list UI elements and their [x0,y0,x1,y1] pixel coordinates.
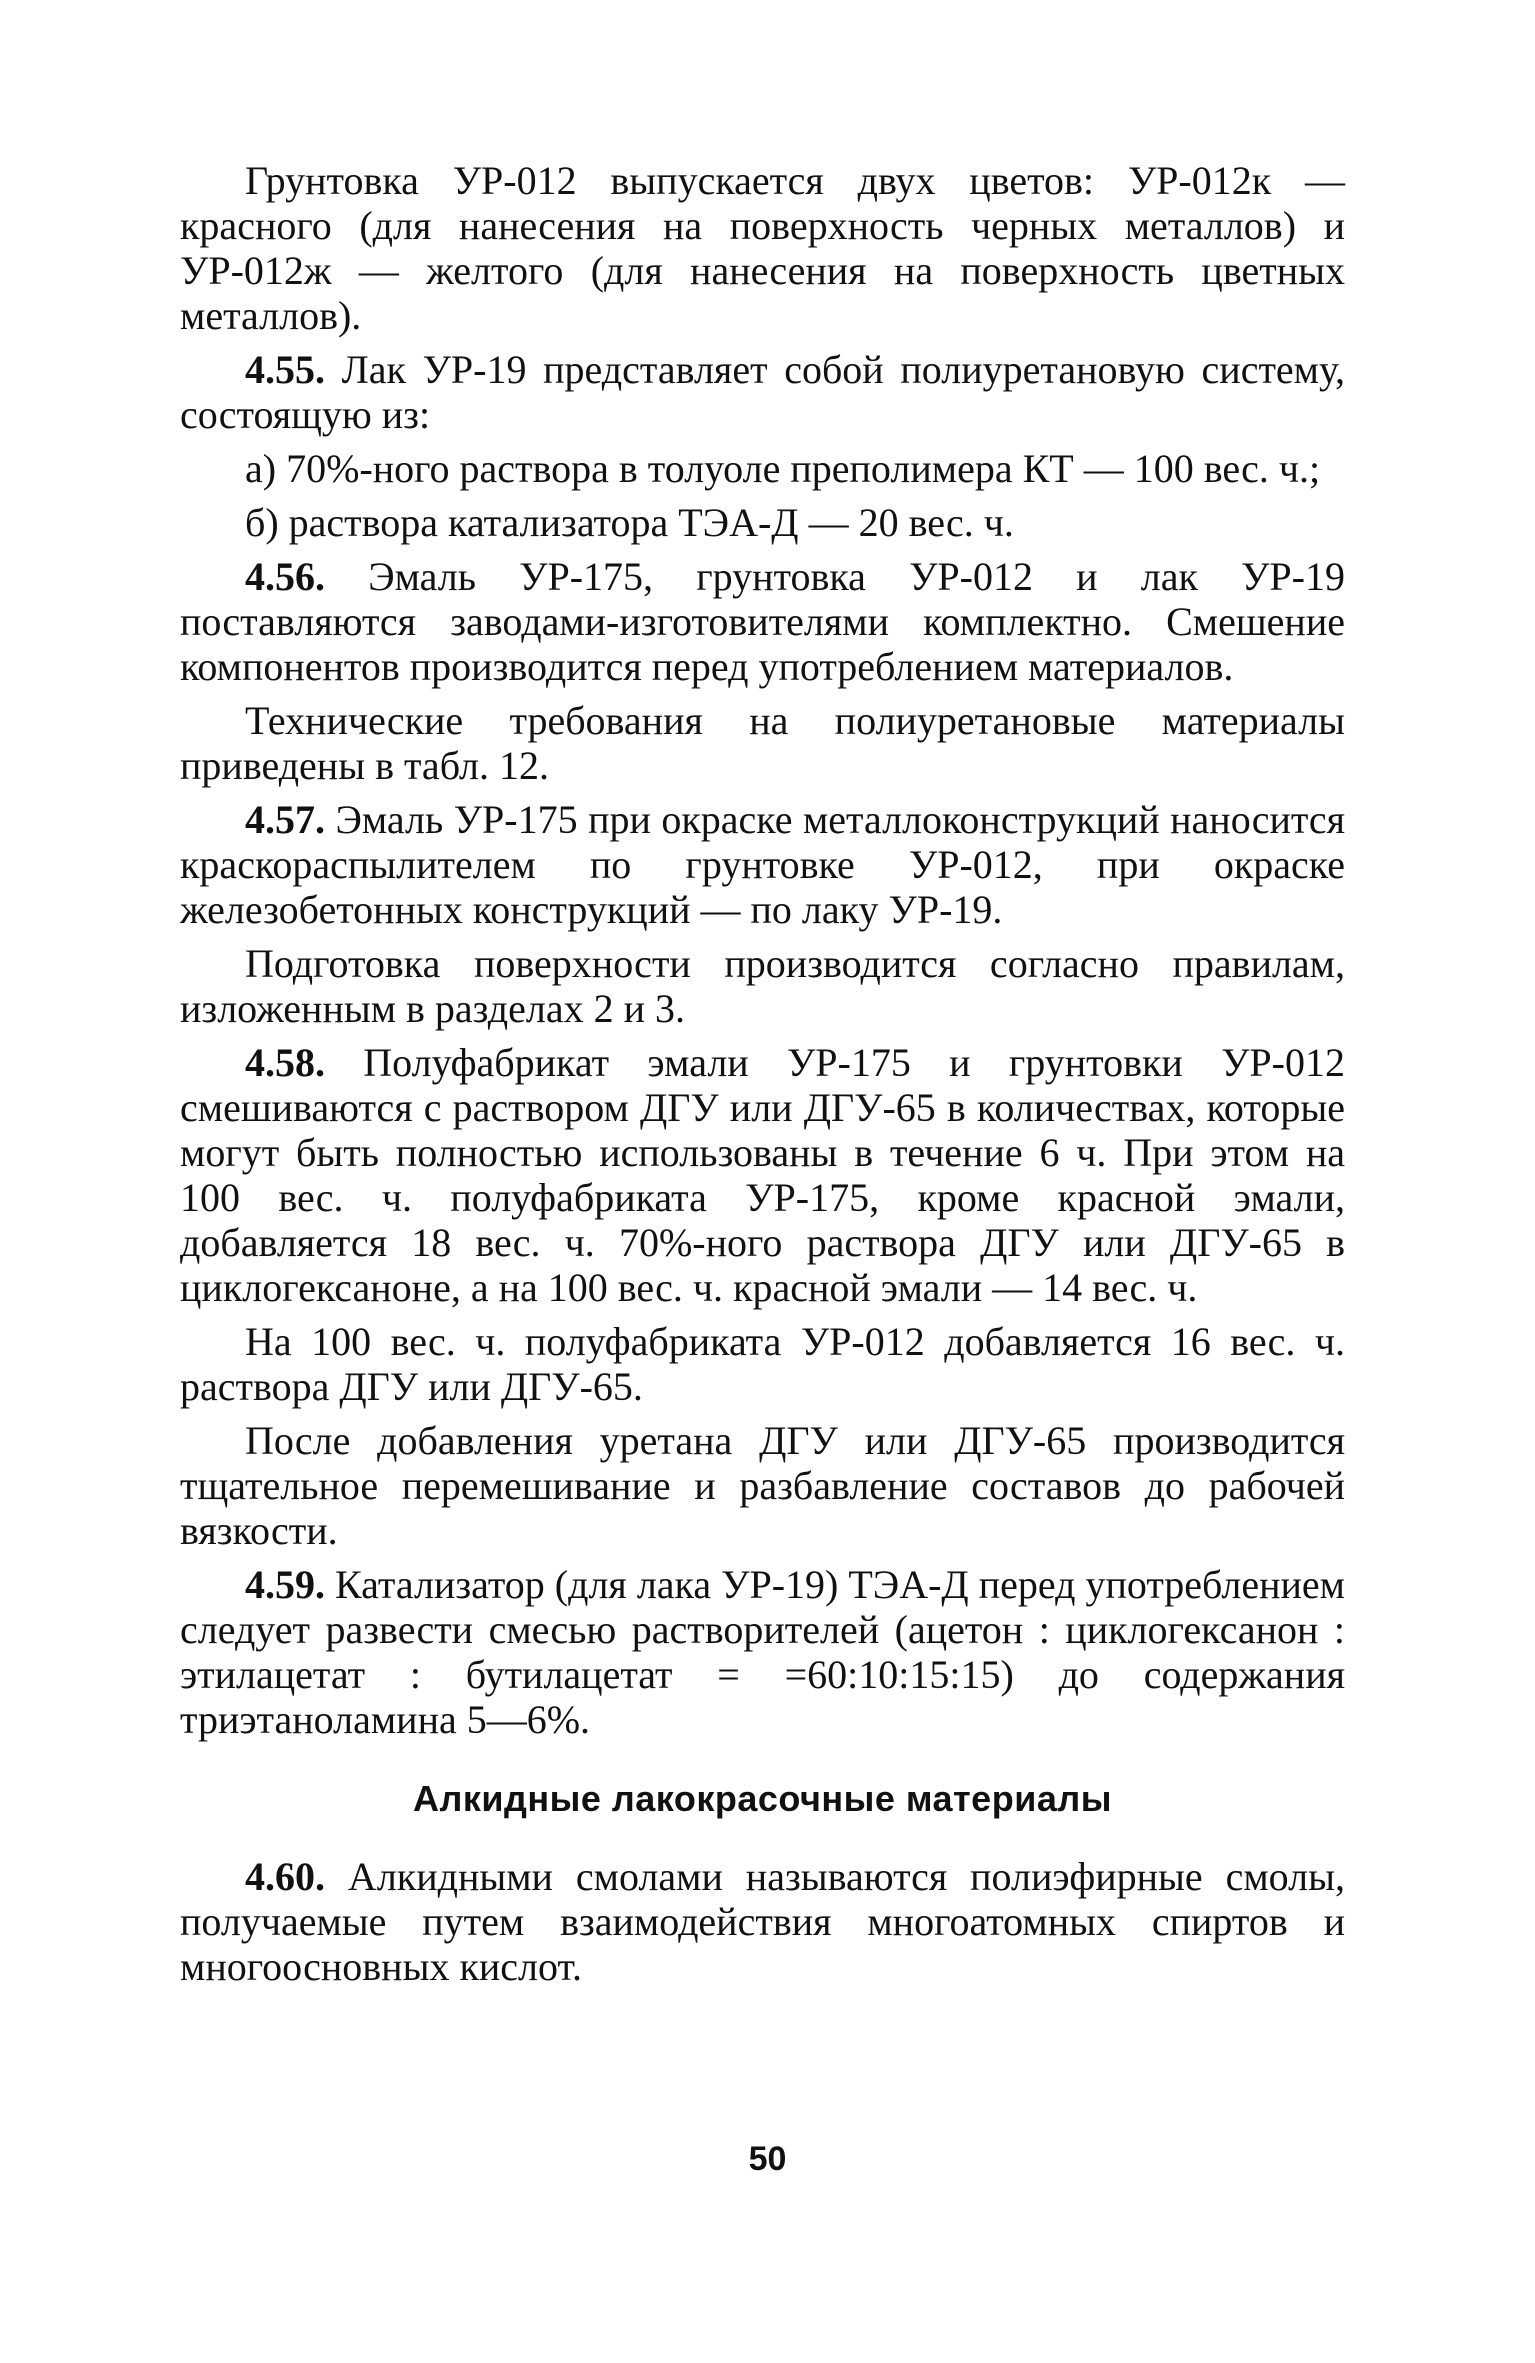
list-item [180,446,1345,491]
paragraph [180,1854,1345,1989]
list-item [180,500,1345,545]
paragraph-text: Эмаль УР-175 при окраске металлоконструкций наносится краскораспылителем по грунтовке УР-012, при окраске железобетонных конструкций — по лаку УР-19. [180,797,1345,932]
section-number: 4.60. [245,1854,325,1899]
paragraph [180,554,1345,689]
paragraph-text: Алкидными смолами называются полиэфирные смолы, получаемые путем взаимодействия многоатомных спиртов и многоосновных кислот. [180,1854,1345,1989]
section-number: 4.59. [245,1562,325,1607]
section-heading: Алкидные лакокрасочные материалы [413,1778,1112,1819]
paragraph [180,1418,1345,1553]
paragraph-text: а) 70%-ного раствора в толуоле преполимера КТ — 100 вес. ч.; [245,446,1321,491]
paragraph-text: Полуфабрикат эмали УР-175 и грунтовки УР-012 смешиваются с раствором ДГУ или ДГУ-65 в количествах, которые могут быть полностью использованы в течение 6 ч. При этом на 100 вес. ч. полуфабриката УР-175, кроме красной эмали, добавляется 18 вес. ч. 70%-ного раствора ДГУ или ДГУ-65 в циклогексаноне, а на 100 вес. ч. красной эмали — 14 вес. ч. [180,1040,1345,1310]
paragraph-text: Эмаль УР-175, грунтовка УР-012 и лак УР-19 поставляются заводами-изготовителями комплектно. Смешение компонентов производится перед употреблением материалов. [180,554,1345,689]
page-number: 50 [748,2140,787,2178]
section-number: 4.55. [245,347,325,392]
paragraph-text: После добавления уретана ДГУ или ДГУ-65 производится тщательное перемешивание и разбавление составов до рабочей вязкости. [180,1418,1345,1553]
section-number: 4.58. [245,1040,325,1085]
paragraph-text: Лак УР-19 представляет собой полиуретановую систему, состоящую из: [180,347,1345,437]
section-number: 4.56. [245,554,325,599]
paragraph [180,347,1345,437]
paragraph [180,698,1345,788]
paragraph [180,941,1345,1031]
paragraph-text: Грунтовка УР-012 выпускается двух цветов: УР-012к — красного (для нанесения на поверхность черных металлов) и УР-012ж — желтого (для нанесения на поверхность цветных металлов). [180,158,1345,338]
paragraph [180,1562,1345,1742]
paragraph [180,797,1345,932]
paragraph-text: На 100 вес. ч. полуфабриката УР-012 добавляется 16 вес. ч. раствора ДГУ или ДГУ-65. [180,1319,1345,1409]
page-body [180,158,1345,1998]
paragraph [180,1040,1345,1310]
section-number: 4.57. [245,797,325,842]
paragraph-text: Технические требования на полиуретановые материалы приведены в табл. 12. [180,698,1345,788]
paragraph-text: б) раствора катализатора ТЭА-Д — 20 вес. ч. [245,500,1014,545]
paragraph-text: Катализатор (для лака УР-19) ТЭА-Д перед употреблением следует развести смесью растворителей (ацетон : циклогексанон : этилацетат : бутилацетат = =60:10:15:15) до содержания триэтаноламина 5—6%. [180,1562,1345,1742]
paragraph [180,158,1345,338]
paragraph-text: Подготовка поверхности производится согласно правилам, изложенным в разделах 2 и 3. [180,941,1345,1031]
paragraph [180,1319,1345,1409]
